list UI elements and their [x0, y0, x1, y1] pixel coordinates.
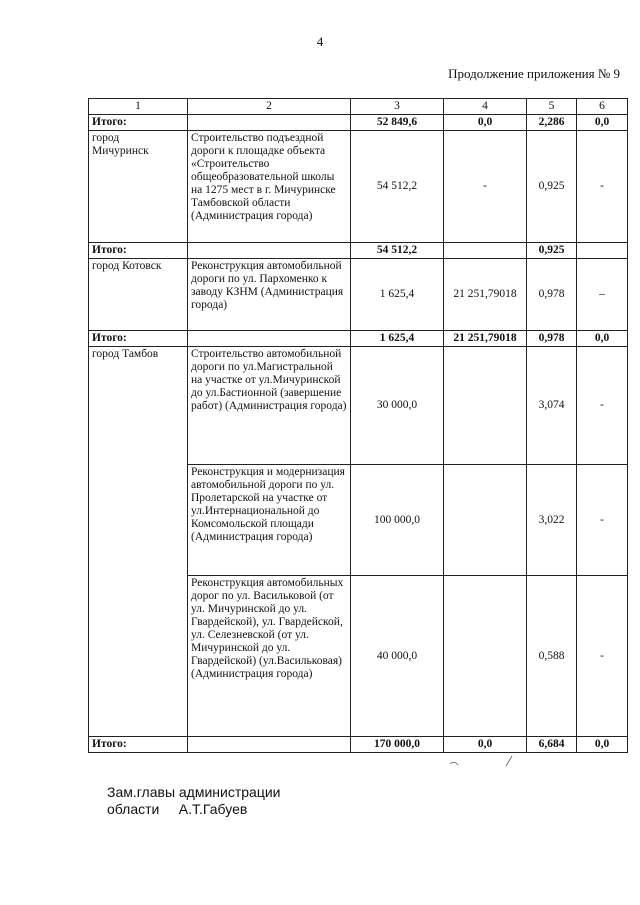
empty-cell	[188, 331, 351, 347]
city-cell: город Мичуринск	[89, 131, 188, 243]
column-header: 3	[351, 99, 444, 115]
total-value: 0,0	[577, 737, 628, 753]
total-value: 21 251,79018	[444, 331, 527, 347]
total-value: 2,286	[527, 115, 577, 131]
total-row	[89, 115, 628, 131]
value-cell: 40 000,0	[351, 576, 444, 737]
total-row	[89, 737, 628, 753]
total-label: Итого:	[89, 115, 188, 131]
value-cell: 30 000,0	[351, 347, 444, 465]
empty-cell	[188, 115, 351, 131]
value-cell	[444, 465, 527, 576]
value-cell: 1 625,4	[351, 259, 444, 331]
value-cell: -	[577, 347, 628, 465]
value-cell: 3,074	[527, 347, 577, 465]
value-cell: 0,588	[527, 576, 577, 737]
table-row	[89, 131, 628, 243]
total-value	[577, 243, 628, 259]
value-cell: –	[577, 259, 628, 331]
total-value: 0,0	[577, 115, 628, 131]
total-value: 0,0	[444, 737, 527, 753]
total-value: 170 000,0	[351, 737, 444, 753]
empty-cell	[188, 737, 351, 753]
value-cell	[444, 347, 527, 465]
value-cell: -	[577, 131, 628, 243]
signature-name: области А.Т.Габуев	[107, 801, 248, 817]
table-row	[89, 259, 628, 331]
total-value: 0,978	[527, 331, 577, 347]
value-cell: 3,022	[527, 465, 577, 576]
value-cell: -	[444, 131, 527, 243]
column-header: 1	[89, 99, 188, 115]
description-cell: Реконструкция автомобильных дорог по ул. Васильковой (от ул. Мичуринской до ул. Гвардейской), ул. Гвардейской, ул. Селезневской (от ул. Мичуринской до ул. Гвардейской) (ул.Васильковая) (Администрация города)	[188, 576, 351, 737]
column-header: 2	[188, 99, 351, 115]
description-cell: Строительство подъездной дороги к площадке объекта «Строительство общеобразовательной школы на 1275 мест в г. Мичуринске Тамбовской области (Администрация города)	[188, 131, 351, 243]
page-number: 4	[316, 34, 324, 49]
description-cell: Реконструкция автомобильной дороги по ул. Пархоменко к заводу КЗНМ (Администрация города)	[188, 259, 351, 331]
column-header: 5	[527, 99, 577, 115]
value-cell: -	[577, 465, 628, 576]
empty-cell	[188, 243, 351, 259]
total-value: 0,925	[527, 243, 577, 259]
value-cell: 100 000,0	[351, 465, 444, 576]
column-number-row	[89, 99, 628, 115]
total-row	[89, 331, 628, 347]
value-cell: 0,978	[527, 259, 577, 331]
pen-marks	[448, 752, 528, 768]
signature-block	[107, 784, 281, 818]
total-value: 52 849,6	[351, 115, 444, 131]
total-value: 0,0	[444, 115, 527, 131]
value-cell	[444, 576, 527, 737]
total-value	[444, 243, 527, 259]
value-cell: -	[577, 576, 628, 737]
signature-position: Зам.главы администрации	[107, 784, 281, 800]
total-label: Итого:	[89, 243, 188, 259]
value-cell: 21 251,79018	[444, 259, 527, 331]
total-value: 6,684	[527, 737, 577, 753]
total-label: Итого:	[89, 331, 188, 347]
total-label: Итого:	[89, 737, 188, 753]
total-value: 1 625,4	[351, 331, 444, 347]
total-value: 0,0	[577, 331, 628, 347]
value-cell: 0,925	[527, 131, 577, 243]
continuation-label: Продолжение приложения № 9	[448, 66, 620, 81]
total-row	[89, 243, 628, 259]
table-row	[89, 347, 628, 465]
column-header: 4	[444, 99, 527, 115]
city-cell: город Котовск	[89, 259, 188, 331]
column-header: 6	[577, 99, 628, 115]
description-cell: Реконструкция и модернизация автомобильной дороги по ул. Пролетарской на участке от ул.Интернациональной до Комсомольской площади (Администрация города)	[188, 465, 351, 576]
total-value: 54 512,2	[351, 243, 444, 259]
description-cell: Строительство автомобильной дороги по ул.Магистральной на участке от ул.Мичуринской до ул.Бастионной (завершение работ) (Администрация города)	[188, 347, 351, 465]
city-cell: город Тамбов	[89, 347, 188, 737]
value-cell: 54 512,2	[351, 131, 444, 243]
appendix-table	[88, 98, 628, 753]
